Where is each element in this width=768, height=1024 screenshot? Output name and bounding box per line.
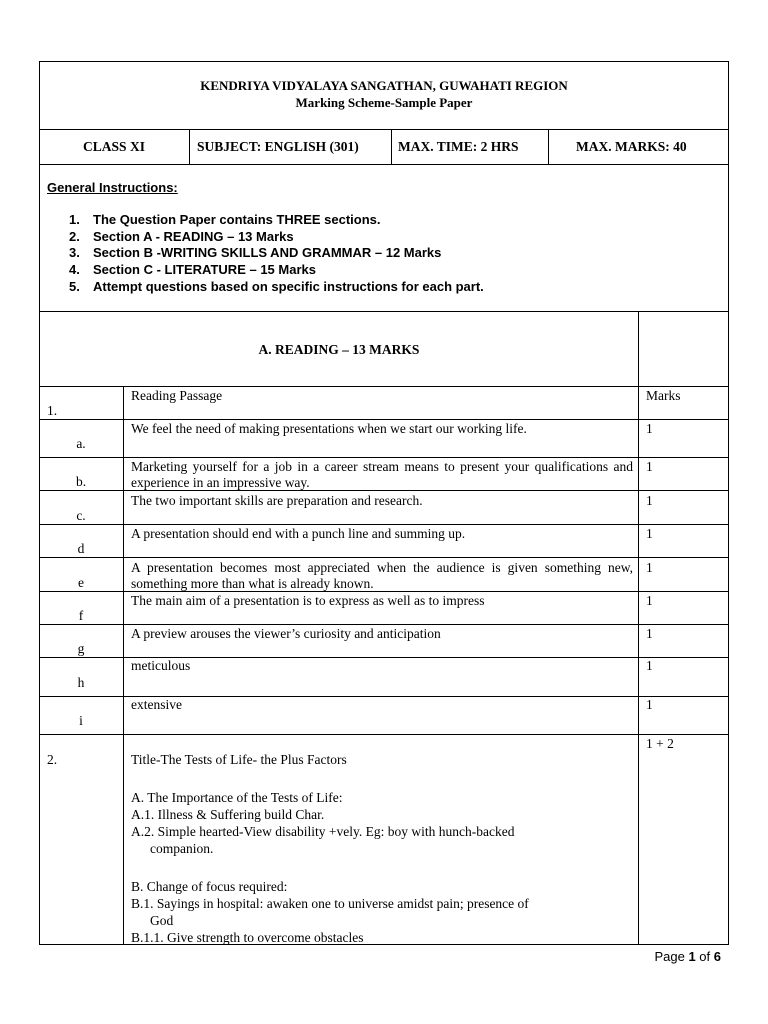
instruction-num: 1. bbox=[69, 212, 80, 227]
answer-label: b. bbox=[75, 474, 87, 489]
table-col-divider bbox=[123, 386, 124, 945]
answer-text: Marketing yourself for a job in a career stream means to present your qualifications and experience in an impressive way. bbox=[131, 459, 633, 490]
answer-label: h bbox=[77, 675, 85, 690]
reading-passage-header: Reading Passage bbox=[131, 388, 223, 403]
q2-outline-line: B.1. Sayings in hospital: awaken one to universe amidst pain; presence of bbox=[131, 896, 529, 911]
max-marks-label: MAX. MARKS: 40 bbox=[576, 139, 687, 154]
answer-text: A presentation becomes most appreciated when the audience is given something new, something more than what is already known. bbox=[131, 560, 633, 591]
answer-marks: 1 bbox=[646, 459, 653, 474]
answer-label: c. bbox=[76, 508, 86, 523]
question-number: 2. bbox=[47, 752, 58, 767]
doc-subtitle: Marking Scheme-Sample Paper bbox=[295, 95, 473, 110]
answer-label: i bbox=[79, 713, 83, 728]
answer-marks: 1 bbox=[646, 697, 653, 712]
section-a-marks-cell bbox=[638, 311, 729, 387]
answer-marks: 1 bbox=[646, 560, 653, 575]
instruction-text: Attempt questions based on specific instructions for each part. bbox=[93, 279, 484, 294]
answer-text: A presentation should end with a punch line and summing up. bbox=[131, 526, 466, 541]
answer-marks: 1 bbox=[646, 626, 653, 641]
answer-marks: 1 bbox=[646, 493, 653, 508]
page-of: of bbox=[695, 949, 714, 964]
answer-text: We feel the need of making presentations when we start our working life. bbox=[131, 421, 527, 436]
answer-text: A preview arouses the viewer’s curiosity and anticipation bbox=[131, 626, 441, 641]
table-right-border bbox=[728, 386, 729, 945]
row-line bbox=[39, 734, 729, 735]
marks-header: Marks bbox=[646, 388, 681, 403]
page-current: 1 bbox=[688, 949, 696, 964]
answer-label: d bbox=[77, 541, 85, 556]
q2-outline-line: A.1. Illness & Suffering build Char. bbox=[131, 807, 325, 822]
meta-divider-2 bbox=[391, 129, 392, 165]
instructions-heading: General Instructions: bbox=[47, 180, 178, 195]
answer-label: g bbox=[77, 641, 85, 656]
row-line bbox=[39, 557, 729, 558]
answer-label: f bbox=[78, 608, 84, 623]
answer-text: meticulous bbox=[131, 658, 191, 673]
q2-outline-line: A. The Importance of the Tests of Life: bbox=[131, 790, 343, 805]
q2-outline-line: companion. bbox=[150, 841, 214, 856]
answer-text: The main aim of a presentation is to express as well as to impress bbox=[131, 593, 485, 608]
page-number bbox=[654, 949, 721, 964]
answer-marks: 1 bbox=[646, 658, 653, 673]
instruction-text: Section A - READING – 13 Marks bbox=[93, 229, 294, 244]
meta-divider-3 bbox=[548, 129, 549, 165]
table-left-border bbox=[39, 386, 40, 945]
class-label: CLASS XI bbox=[83, 139, 145, 154]
row-line bbox=[39, 524, 729, 525]
q2-outline-line: B. Change of focus required: bbox=[131, 879, 288, 894]
instruction-num: 4. bbox=[69, 262, 80, 277]
time-label: MAX. TIME: 2 HRS bbox=[398, 139, 519, 154]
answer-label: e bbox=[78, 575, 84, 590]
row-line bbox=[39, 624, 729, 625]
answer-marks: 1 bbox=[646, 421, 653, 436]
row-line bbox=[39, 457, 729, 458]
section-a-title: A. READING – 13 MARKS bbox=[258, 342, 420, 357]
q2-outline-line: A.2. Simple hearted-View disability +vely. Eg: boy with hunch-backed bbox=[131, 824, 515, 839]
instruction-text: The Question Paper contains THREE sections. bbox=[93, 212, 381, 227]
answer-label: a. bbox=[76, 436, 86, 451]
page-total: 6 bbox=[713, 949, 721, 964]
answer-text: extensive bbox=[131, 697, 182, 712]
org-title: KENDRIYA VIDYALAYA SANGATHAN, GUWAHATI REGION bbox=[200, 78, 568, 93]
instruction-num: 2. bbox=[69, 229, 80, 244]
meta-divider-1 bbox=[189, 129, 190, 165]
q2-outline-line: B.1.1. Give strength to overcome obstacles bbox=[131, 930, 364, 945]
instruction-text: Section C - LITERATURE – 15 Marks bbox=[93, 262, 316, 277]
table-marks-divider bbox=[638, 386, 639, 945]
instruction-num: 5. bbox=[69, 279, 80, 294]
instruction-text: Section B -WRITING SKILLS AND GRAMMAR – 12 Marks bbox=[93, 245, 442, 260]
row-line bbox=[39, 419, 729, 420]
q2-marks: 1 + 2 bbox=[646, 736, 674, 751]
q2-outline-line: God bbox=[150, 913, 174, 928]
page-prefix: Page bbox=[654, 949, 689, 964]
answer-text: The two important skills are preparation and research. bbox=[131, 493, 423, 508]
answer-marks: 1 bbox=[646, 593, 653, 608]
subject-label: SUBJECT: ENGLISH (301) bbox=[197, 139, 359, 154]
instruction-num: 3. bbox=[69, 245, 80, 260]
q2-title: Title-The Tests of Life- the Plus Factors bbox=[131, 752, 347, 767]
question-number: 1. bbox=[47, 403, 58, 418]
answer-marks: 1 bbox=[646, 526, 653, 541]
